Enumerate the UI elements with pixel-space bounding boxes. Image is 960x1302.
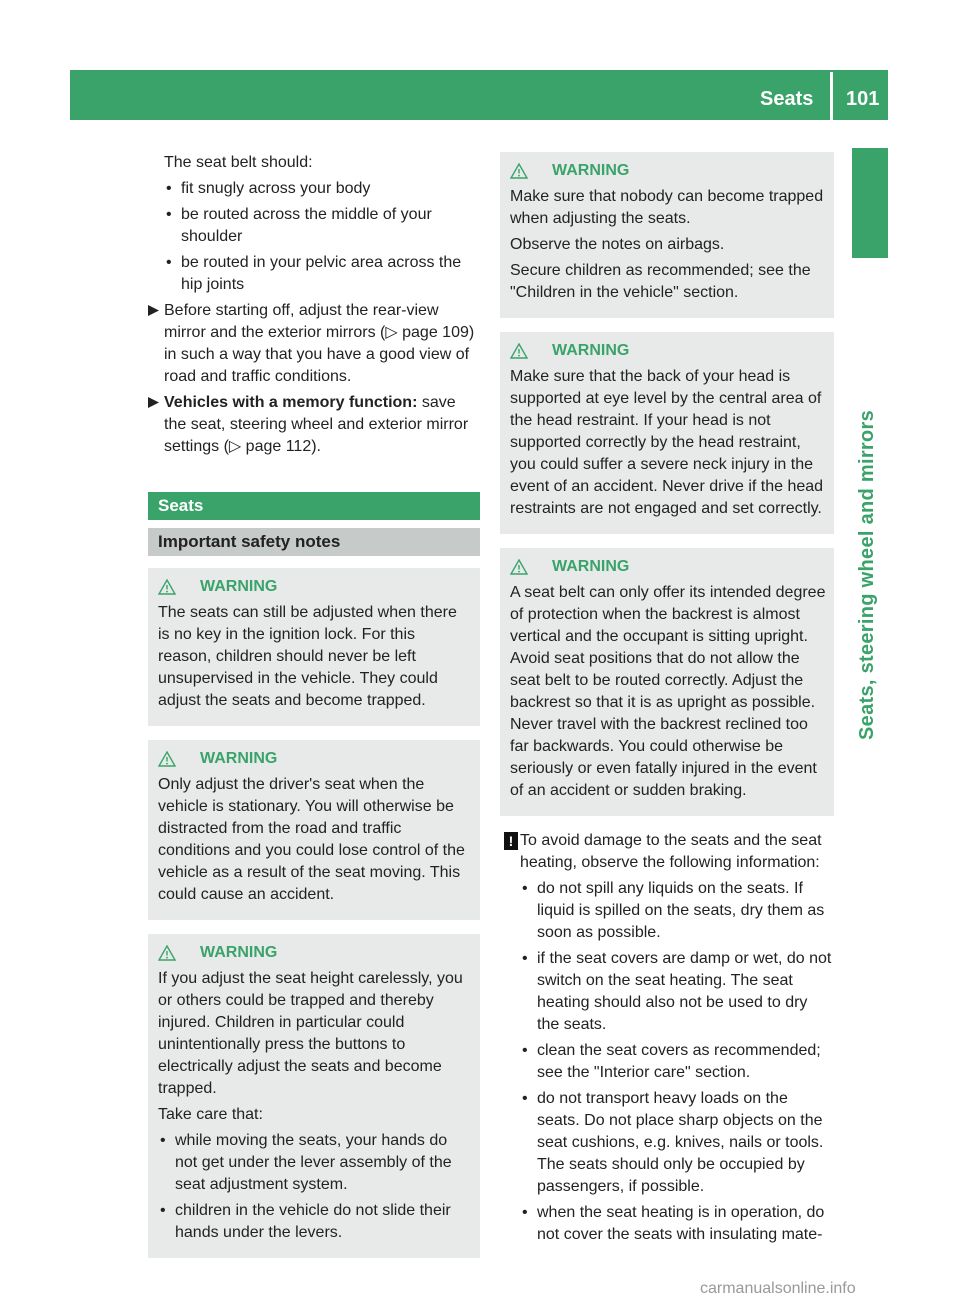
left-column [148, 152, 480, 1258]
warning-box [148, 568, 480, 726]
warning-text: Make sure that the back of your head is supported at eye level by the central area of the head restraint. If your head is not supported correctly by the head restraint, you could suffer a severe neck injury in the event of an accident. Never drive if the head restraints are not engaged and set correctly. [510, 368, 824, 517]
warning-text: A seat belt can only offer its intended degree of protection when the backrest is almost vertical and the occupant is sitting upright. Avoid seat positions that do not allow the seat belt to be routed correctly. Adjust the backrest so that it is as upright as possible. Never travel with the backrest reclined too far backwards. You could otherwise be seriously or even fatally injured in the event of an accident or sudden braking. [510, 584, 826, 799]
step-text: Before starting off, adjust the rear-view mirror and the exterior mirrors (▷ page 109) in such a way that you have a good view of road and traffic conditions. [164, 302, 475, 385]
warning-box [148, 934, 480, 1258]
header-separator [830, 72, 833, 120]
warning-box [500, 332, 834, 534]
warning-text: Secure children as recommended; see the "Children in the vehicle" section. [510, 262, 811, 301]
warning-title: WARNING [200, 578, 278, 595]
notice-exclamation-icon: ! [504, 832, 518, 850]
warning-take-care: Take care that: [158, 1106, 263, 1123]
step-arrow-icon [148, 397, 159, 408]
warning-text: The seats can still be adjusted when there is no key in the ignition lock. For this reason, children should never be left unsupervised in the vehicle. They could adjust the seats and become trapped. [158, 604, 457, 709]
step-text: save the seat, steering wheel and exterior mirror settings (▷ page 112). [164, 394, 469, 455]
list-item: • children in the vehicle do not slide their hands under the levers. [158, 1200, 472, 1244]
page-number: 101 [846, 88, 880, 110]
notice-text: To avoid damage to the seats and the seat heating, observe the following information: [520, 832, 822, 871]
warning-text: Observe the notes on airbags. [510, 236, 725, 253]
list-item: • clean the seat covers as recommended; see the "Interior care" section. [520, 1040, 834, 1084]
list-item: • fit snugly across your body [164, 178, 480, 200]
step-bold-label: Vehicles with a memory function: [164, 394, 418, 411]
side-tab [852, 148, 888, 258]
list-item: • do not transport heavy loads on the seats. Do not place sharp objects on the seat cushions, e.g. knives, nails or tools. The seats should only be occupied by passengers, if possible. [520, 1088, 834, 1198]
list-item: • when the seat heating is in operation, do not cover the seats with insulating mate- [520, 1202, 834, 1246]
warning-list [158, 1130, 472, 1244]
warning-text: Only adjust the driver's seat when the vehicle is stationary. You will otherwise be distracted from the road and traffic conditions and you could lose control of the vehicle as a result of the seat moving. This could cause an accident. [158, 776, 465, 903]
warning-triangle-icon [510, 163, 528, 179]
warning-title: WARNING [552, 162, 630, 179]
warning-triangle-icon [158, 945, 176, 961]
warning-text: Make sure that nobody can become trapped when adjusting the seats. [510, 188, 824, 227]
subsection-title: Important safety notes [148, 528, 480, 556]
list-item: • do not spill any liquids on the seats. If liquid is spilled on the seats, dry them as soon as possible. [520, 878, 834, 944]
notice-box [500, 830, 834, 1246]
list-item: • be routed across the middle of your shoulder [164, 204, 480, 248]
list-item: • be routed in your pelvic area across the hip joints [164, 252, 480, 296]
watermark: carmanualsonline.info [700, 1280, 856, 1297]
belt-intro: The seat belt should: [164, 154, 313, 171]
instruction-step [148, 300, 480, 388]
list-item: • if the seat covers are damp or wet, do not switch on the seat heating. The seat heating should also not be used to dry the seats. [520, 948, 834, 1036]
warning-title: WARNING [552, 558, 630, 575]
warning-triangle-icon [510, 559, 528, 575]
belt-list [148, 178, 480, 296]
warning-text: If you adjust the seat height carelessly, you or others could be trapped and thereby injured. Children in particular could unintentionally press the buttons to electrically adjust the seats and become trapped. [158, 970, 463, 1097]
side-label-text: Seats, steering wheel and mirrors [856, 409, 878, 740]
list-item: • while moving the seats, your hands do not get under the lever assembly of the seat adjustment system. [158, 1130, 472, 1196]
header-title: Seats [760, 88, 814, 110]
right-column [500, 152, 834, 1250]
warning-box [500, 548, 834, 816]
notice-list [520, 878, 834, 1246]
warning-title: WARNING [200, 750, 278, 767]
step-arrow-icon [148, 305, 159, 316]
instruction-step [148, 392, 480, 458]
warning-triangle-icon [158, 751, 176, 767]
warning-triangle-icon [158, 579, 176, 595]
warning-triangle-icon [510, 343, 528, 359]
warning-title: WARNING [200, 944, 278, 961]
warning-box [148, 740, 480, 920]
warning-title: WARNING [552, 342, 630, 359]
warning-box [500, 152, 834, 318]
section-title: Seats [148, 492, 480, 520]
